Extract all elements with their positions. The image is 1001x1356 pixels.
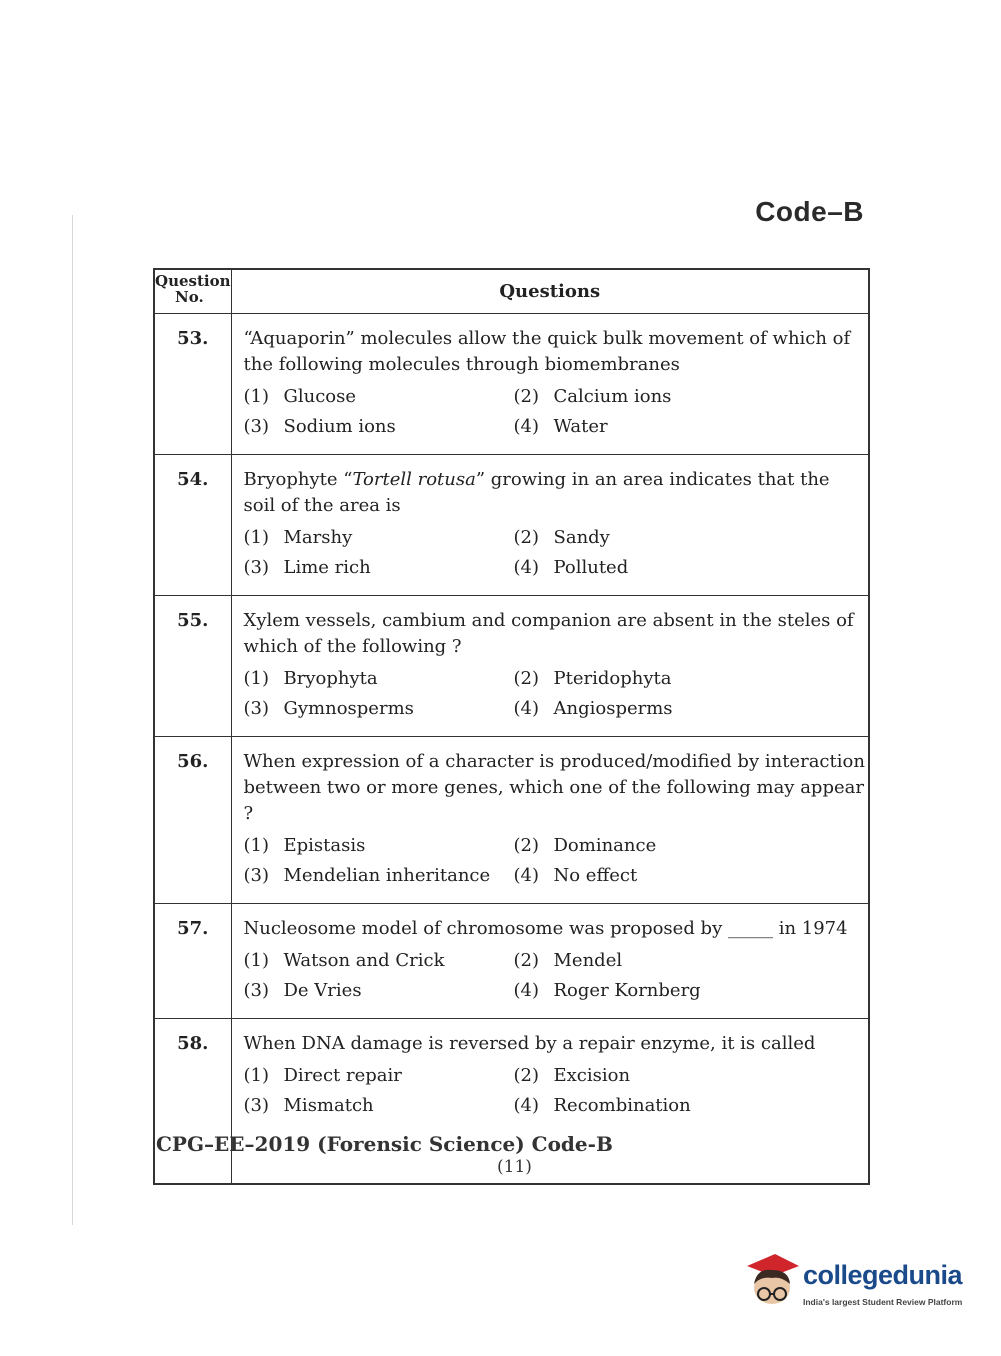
option [514, 694, 854, 724]
option-text: Watson and Crick [283, 950, 445, 971]
option [244, 1091, 514, 1121]
question-number: 58. [154, 1019, 231, 1185]
question-text: Xylem vessels, cambium and companion are absent in the steles of which of the following ? [243, 610, 854, 657]
logo-wordmark: collegedunia [803, 1260, 963, 1290]
option-text: Epistasis [283, 835, 366, 856]
option [244, 976, 514, 1006]
option-number: (1) [243, 527, 269, 548]
option-number: (2) [513, 835, 539, 856]
option [514, 1061, 854, 1091]
question-text-start: Bryophyte “ [243, 469, 353, 490]
option [244, 664, 514, 694]
question-row [154, 455, 869, 596]
option-text: Bryophyta [283, 668, 378, 689]
option [244, 1061, 514, 1091]
option-number: (2) [513, 1065, 539, 1086]
question-body [231, 904, 869, 1019]
option [244, 946, 514, 976]
species-name: Tortell rotusa [352, 469, 476, 490]
option-number: (2) [513, 527, 539, 548]
option-number: (1) [243, 386, 269, 407]
logo-tagline: India's largest Student Review Platform [803, 1297, 963, 1307]
option-text: Mendelian inheritance [283, 865, 491, 886]
question-text [244, 467, 867, 519]
option [244, 861, 514, 891]
page-number: (11) [497, 1157, 532, 1177]
option-number: (1) [243, 668, 269, 689]
option [514, 664, 854, 694]
question-body [231, 1019, 869, 1185]
question-body [231, 737, 869, 904]
question-no-header [154, 269, 231, 314]
mascot-icon [745, 1252, 801, 1316]
option-number: (4) [513, 1095, 539, 1116]
option-text: Mismatch [283, 1095, 374, 1116]
option-number: (4) [513, 416, 539, 437]
code-heading: Code–B [755, 196, 864, 227]
options-grid [244, 523, 867, 583]
option-number: (2) [513, 668, 539, 689]
page-margin-line [72, 215, 73, 1225]
exam-footer: CPG–EE–2019 (Forensic Science) Code-B [156, 1132, 613, 1156]
option [244, 382, 514, 412]
question-number: 55. [154, 596, 231, 737]
option [514, 382, 854, 412]
option [244, 412, 514, 442]
question-text-end: ” growing in an area indicates that the soil of the area is [243, 469, 830, 516]
question-text: When expression of a character is produced/modified by interaction between two or more genes, which one of the following may appear ? [243, 751, 865, 824]
question-body [231, 314, 869, 455]
options-grid [244, 1061, 867, 1121]
option-number: (2) [513, 386, 539, 407]
option-text: De Vries [283, 980, 362, 1001]
option-number: (2) [513, 950, 539, 971]
question-row [154, 596, 869, 737]
option-number: (1) [243, 950, 269, 971]
option [514, 946, 854, 976]
option [514, 861, 854, 891]
option-text: Mendel [553, 950, 623, 971]
option-text: Glucose [283, 386, 357, 407]
option-text: Marshy [283, 527, 353, 548]
option-text: Direct repair [283, 1065, 402, 1086]
question-text: “Aquaporin” molecules allow the quick bulk movement of which of the following molecules through biomembranes [243, 328, 851, 375]
option [514, 412, 854, 442]
options-grid [244, 382, 867, 442]
option-text: Excision [553, 1065, 631, 1086]
question-no-header-line1: Question [155, 272, 231, 290]
question-number: 54. [154, 455, 231, 596]
option-text: Recombination [553, 1095, 691, 1116]
option-number: (4) [513, 698, 539, 719]
option [514, 553, 854, 583]
question-body [231, 596, 869, 737]
option [244, 694, 514, 724]
question-number: 56. [154, 737, 231, 904]
question-row [154, 737, 869, 904]
option-number: (3) [243, 1095, 269, 1116]
option-number: (1) [243, 1065, 269, 1086]
option-text: Water [553, 416, 608, 437]
option-number: (3) [243, 557, 269, 578]
option-number: (4) [513, 557, 539, 578]
question-number: 57. [154, 904, 231, 1019]
option-number: (4) [513, 865, 539, 886]
options-grid [244, 946, 867, 1006]
option-text: Sandy [553, 527, 610, 548]
option-number: (3) [243, 980, 269, 1001]
questions-header: Questions [231, 269, 869, 314]
option-text: Angiosperms [553, 698, 673, 719]
option-text: Lime rich [283, 557, 371, 578]
question-number: 53. [154, 314, 231, 455]
option-number: (3) [243, 416, 269, 437]
option-text: Sodium ions [283, 416, 396, 437]
options-grid [244, 664, 867, 724]
option-text: Polluted [553, 557, 629, 578]
question-row [154, 314, 869, 455]
option [514, 976, 854, 1006]
option [244, 553, 514, 583]
option-number: (1) [243, 835, 269, 856]
table-header-row [154, 269, 869, 314]
option-number: (3) [243, 698, 269, 719]
option [244, 831, 514, 861]
collegedunia-logo [745, 1250, 975, 1320]
option-text: Calcium ions [553, 386, 672, 407]
option [514, 1091, 854, 1121]
option [514, 831, 854, 861]
option-text: Pteridophyta [553, 668, 672, 689]
options-grid [244, 831, 867, 891]
question-row [154, 904, 869, 1019]
option-number: (3) [243, 865, 269, 886]
option-text: Gymnosperms [283, 698, 414, 719]
option-number: (4) [513, 980, 539, 1001]
option-text: No effect [553, 865, 638, 886]
question-text: Nucleosome model of chromosome was proposed by _____ in 1974 [243, 918, 848, 939]
question-text: When DNA damage is reversed by a repair enzyme, it is called [243, 1033, 816, 1054]
questions-table [153, 268, 870, 1185]
option-text: Dominance [553, 835, 657, 856]
question-body [231, 455, 869, 596]
option-text: Roger Kornberg [553, 980, 701, 1001]
option [244, 523, 514, 553]
question-no-header-line2: No. [175, 288, 204, 306]
option [514, 523, 854, 553]
